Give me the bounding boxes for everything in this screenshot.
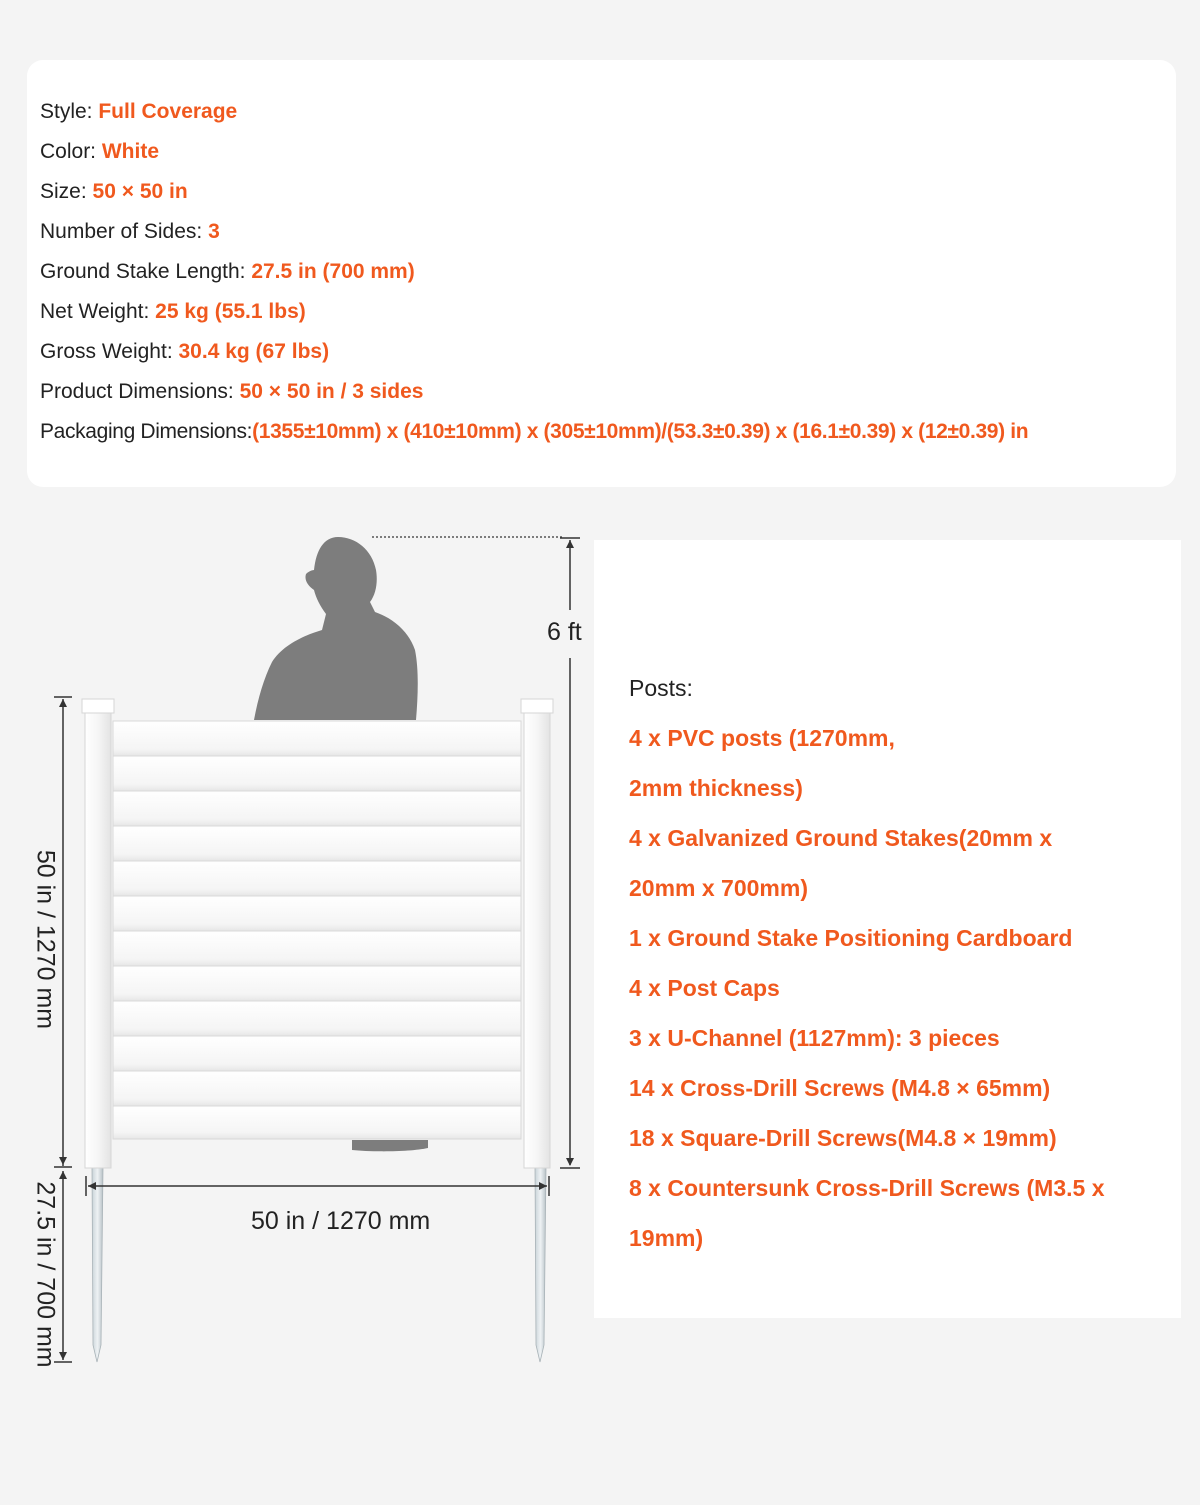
list-item: 18 x Square-Drill Screws(M4.8 × 19mm) <box>629 1125 1057 1151</box>
spec-stake-length: Ground Stake Length: 27.5 in (700 mm) <box>40 260 415 283</box>
right-post-cap <box>521 699 553 713</box>
parts-heading: Posts: <box>629 675 693 701</box>
parts-list-card <box>594 540 1181 1318</box>
width-label: 50 in / 1270 mm <box>251 1207 431 1235</box>
list-item: 14 x Cross-Drill Screws (M4.8 × 65mm) <box>629 1075 1051 1101</box>
spec-product-dimensions: Product Dimensions: 50 × 50 in / 3 sides <box>40 380 424 403</box>
left-post <box>85 700 111 1168</box>
list-item: 4 x Post Caps <box>629 975 780 1001</box>
spec-color: Color: White <box>40 140 160 163</box>
left-post-cap <box>82 699 114 713</box>
spec-packaging-dimensions: Packaging Dimensions:(1355±10mm) x (410±10mm) x (305±10mm)/(53.3±0.39) x (16.1±0.39) x (12±0.39) in <box>40 420 1029 443</box>
fence-slats <box>113 721 521 1139</box>
list-item: 4 x PVC posts (1270mm, <box>629 725 895 751</box>
list-item: 4 x Galvanized Ground Stakes(20mm x <box>629 825 1053 851</box>
list-item: 3 x U-Channel (1127mm): 3 pieces <box>629 1025 1000 1051</box>
list-item: 1 x Ground Stake Positioning Cardboard <box>629 925 1073 951</box>
stake-length-label: 27.5 in / 700 mm <box>31 1181 60 1368</box>
spec-net-weight: Net Weight: 25 kg (55.1 lbs) <box>40 300 306 323</box>
person-silhouette <box>254 537 418 720</box>
width-dimension-line <box>86 1176 549 1196</box>
spec-size: Size: 50 × 50 in <box>40 180 188 203</box>
person-shadow <box>352 1140 428 1151</box>
panel-height-label: 50 in / 1270 mm <box>31 849 60 1030</box>
list-item: 19mm) <box>629 1225 704 1251</box>
spec-card <box>27 60 1176 487</box>
fence-diagram <box>0 500 594 1500</box>
right-post <box>524 700 550 1168</box>
left-stake <box>92 1167 103 1362</box>
list-item: 8 x Countersunk Cross-Drill Screws (M3.5 x <box>629 1175 1105 1201</box>
right-stake <box>535 1167 546 1362</box>
spec-gross-weight: Gross Weight: 30.4 kg (67 lbs) <box>40 340 330 363</box>
height-label: 6 ft <box>547 618 582 646</box>
list-item: 2mm thickness) <box>629 775 803 801</box>
spec-style: Style: Full Coverage <box>40 100 238 123</box>
spec-sides: Number of Sides: 3 <box>40 220 220 243</box>
list-item: 20mm x 700mm) <box>629 875 808 901</box>
fence-illustration <box>0 500 594 1500</box>
